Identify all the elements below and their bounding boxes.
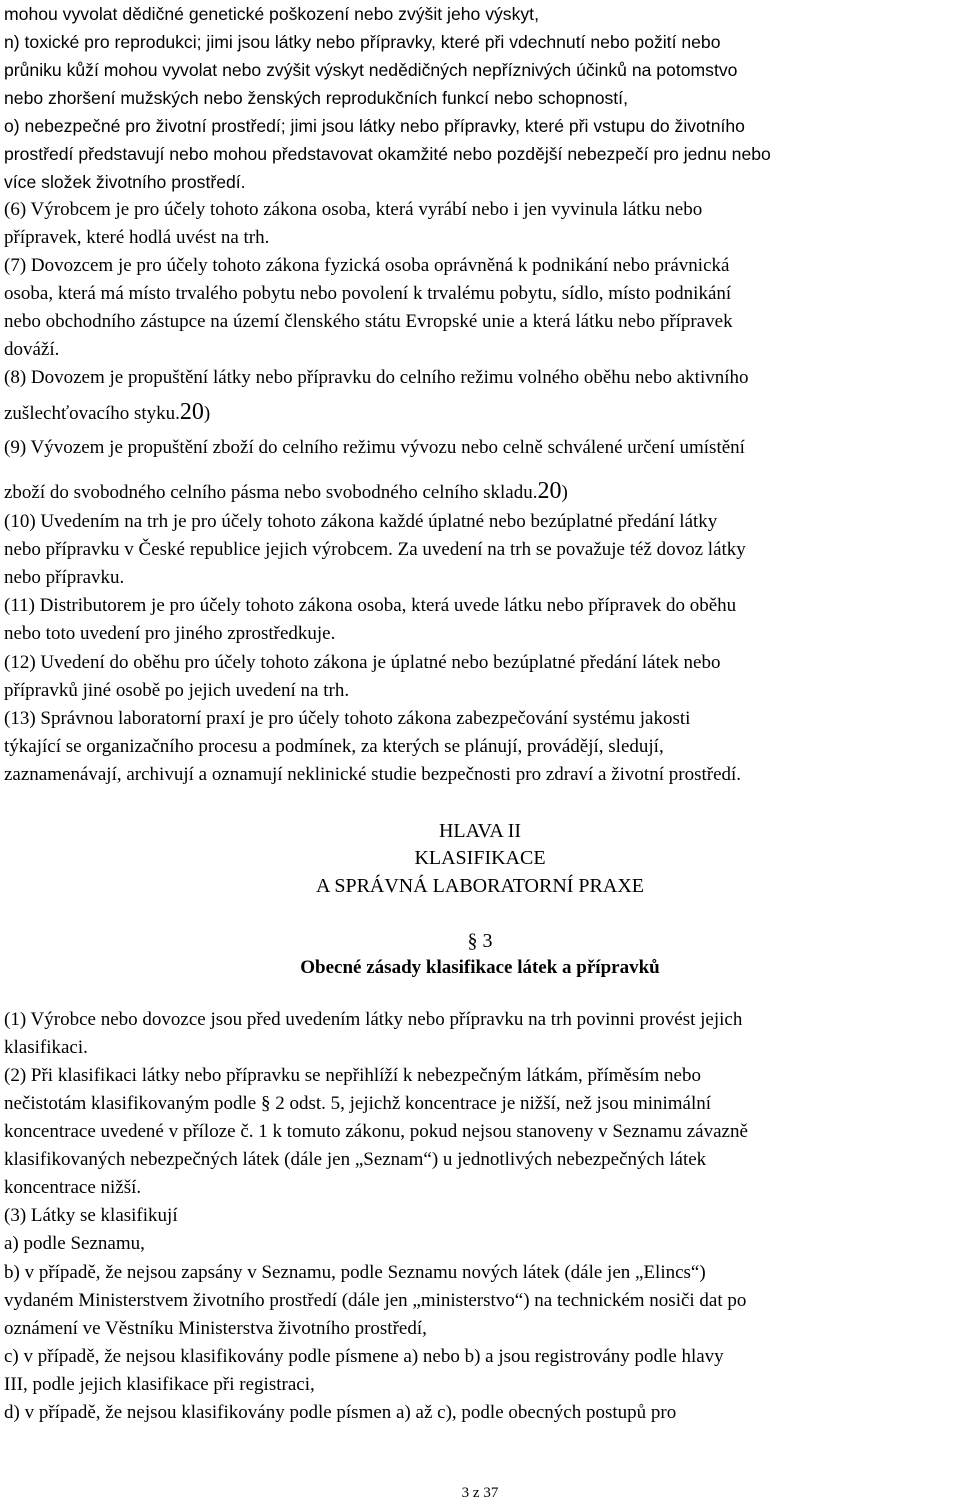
paragraph-line <box>4 401 210 425</box>
paragraph-line: (8) Dovozem je propuštění látky nebo přípravku do celního režimu volného oběhu nebo aktivního <box>4 367 749 388</box>
text-line: o) nebezpečné pro životní prostředí; jimi jsou látky nebo přípravky, které při vstupu do životního <box>4 116 745 136</box>
section-line: a) podle Seznamu, <box>4 1233 145 1254</box>
section-number-value: 3 <box>482 930 493 952</box>
paragraph-line: dováží. <box>4 339 60 360</box>
page-number: 3 z 37 <box>461 1485 499 1501</box>
section-line: d) v případě, že nejsou klasifikovány podle písmen a) až c), podle obecných postupů pro <box>4 1402 677 1423</box>
paragraph-line: nebo přípravku. <box>4 567 125 588</box>
paragraph-line: (11) Distributorem je pro účely tohoto zákona osoba, která uvede látku nebo přípravek do oběhu <box>4 595 737 616</box>
section-number <box>0 929 960 953</box>
section-line: (1) Výrobce nebo dovozce jsou před uvedením látky nebo přípravku na trh povinni provést jejich <box>4 1009 743 1030</box>
paragraph-line: nebo přípravku v České republice jejich výrobcem. Za uvedení na trh se považuje též dovoz látky <box>4 539 746 560</box>
paragraph-line: osoba, která má místo trvalého pobytu nebo povolení k trvalému pobytu, sídlo, místo podnikání <box>4 283 732 304</box>
paragraph-line: přípravek, které hodlá uvést na trh. <box>4 227 270 248</box>
paragraph-text: zboží do svobodného celního pásma nebo svobodného celního skladu. <box>4 482 538 503</box>
section-line: oznámení ve Věstníku Ministerstva životního prostředí, <box>4 1318 427 1339</box>
text-line: více složek životního prostředí. <box>4 172 246 192</box>
text-line: mohou vyvolat dědičné genetické poškození nebo zvýšit jeho výskyt, <box>4 4 539 24</box>
section-line: (2) Při klasifikaci látky nebo přípravku se nepřihlíží k nebezpečným látkám, příměsím nebo <box>4 1065 701 1086</box>
footnote-paren: ) <box>561 482 568 503</box>
section-line: III, podle jejich klasifikace při registraci, <box>4 1374 315 1395</box>
section-line: koncentrace nižší. <box>4 1177 142 1198</box>
section-title: Obecné zásady klasifikace látek a přípravků <box>300 957 660 978</box>
paragraph-line: (12) Uvedení do oběhu pro účely tohoto zákona je úplatné nebo bezúplatné předání látek nebo <box>4 652 721 673</box>
section-line: klasifikovaných nebezpečných látek (dále jen „Seznam“) u jednotlivých nebezpečných látek <box>4 1149 707 1170</box>
paragraph-line: nebo toto uvedení pro jiného zprostředkuje. <box>4 623 336 644</box>
paragraph-line: (10) Uvedením na trh je pro účely tohoto zákona každé úplatné nebo bezúplatné předání látky <box>4 511 718 532</box>
paragraph-line: (6) Výrobcem je pro účely tohoto zákona osoba, která vyrábí nebo i jen vyvinula látku nebo <box>4 199 703 220</box>
section-line: vydaném Ministerstvem životního prostředí (dále jen „ministerstvo“) na technickém nosiči dat po <box>4 1290 747 1311</box>
paragraph-line: (9) Vývozem je propuštění zboží do celního režimu vývozu nebo celně schválené určení umístění <box>4 437 745 458</box>
section-line: c) v případě, že nejsou klasifikovány podle písmene a) nebo b) a jsou registrovány podle hlavy <box>4 1346 724 1367</box>
paragraph-text: zušlechťovacího styku. <box>4 403 180 424</box>
chapter-label: HLAVA II <box>438 820 522 842</box>
section-line: (3) Látky se klasifikují <box>4 1205 178 1226</box>
paragraph-line: přípravků jiné osobě po jejich uvedení na trh. <box>4 680 350 701</box>
section-sign-icon: § <box>467 930 478 952</box>
text-line: průniku kůží mohou vyvolat nebo zvýšit výskyt nedědičných nepříznivých účinků na potomstvo <box>4 60 738 80</box>
section-line: koncentrace uvedené v příloze č. 1 k tomuto zákonu, pokud nejsou stanoveny v Seznamu závazně <box>4 1121 748 1142</box>
paragraph-line: zaznamenávají, archivují a oznamují neklinické studie bezpečnosti pro zdraví a životní prostředí. <box>4 764 742 785</box>
text-line: n) toxické pro reprodukci; jimi jsou látky nebo přípravky, které při vdechnutí nebo požití nebo <box>4 32 721 52</box>
section-line: b) v případě, že nejsou zapsány v Seznamu, podle Seznamu nových látek (dále jen „Elincs“) <box>4 1262 706 1283</box>
text-line: nebo zhoršení mužských nebo ženských reprodukčních funkcí nebo schopností, <box>4 88 628 108</box>
paragraph-line: (7) Dovozcem je pro účely tohoto zákona fyzická osoba oprávněná k podnikání nebo právnická <box>4 255 730 276</box>
paragraph-line: týkající se organizačního procesu a podmínek, za kterých se plánují, provádějí, sledují, <box>4 736 664 757</box>
footnote-paren: ) <box>203 403 211 424</box>
paragraph-line <box>4 480 568 504</box>
section-line: nečistotám klasifikovaným podle § 2 odst. 5, jejichž koncentrace je nižší, než jsou minimální <box>4 1093 712 1114</box>
paragraph-line: nebo obchodního zástupce na území členského státu Evropské unie a která látku nebo přípravek <box>4 311 733 332</box>
chapter-subtitle: A SPRÁVNÁ LABORATORNÍ PRAXE <box>315 875 645 897</box>
footnote-reference: 20 <box>179 399 204 425</box>
section-line: klasifikaci. <box>4 1037 88 1058</box>
chapter-title: KLASIFIKACE <box>414 847 546 869</box>
paragraph-line: (13) Správnou laboratorní praxí je pro účely tohoto zákona zabezpečování systému jakosti <box>4 708 691 729</box>
text-line: prostředí představují nebo mohou představovat okamžité nebo pozdější nebezpečí pro jednu nebo <box>4 144 771 164</box>
footnote-reference: 20 <box>537 478 562 504</box>
